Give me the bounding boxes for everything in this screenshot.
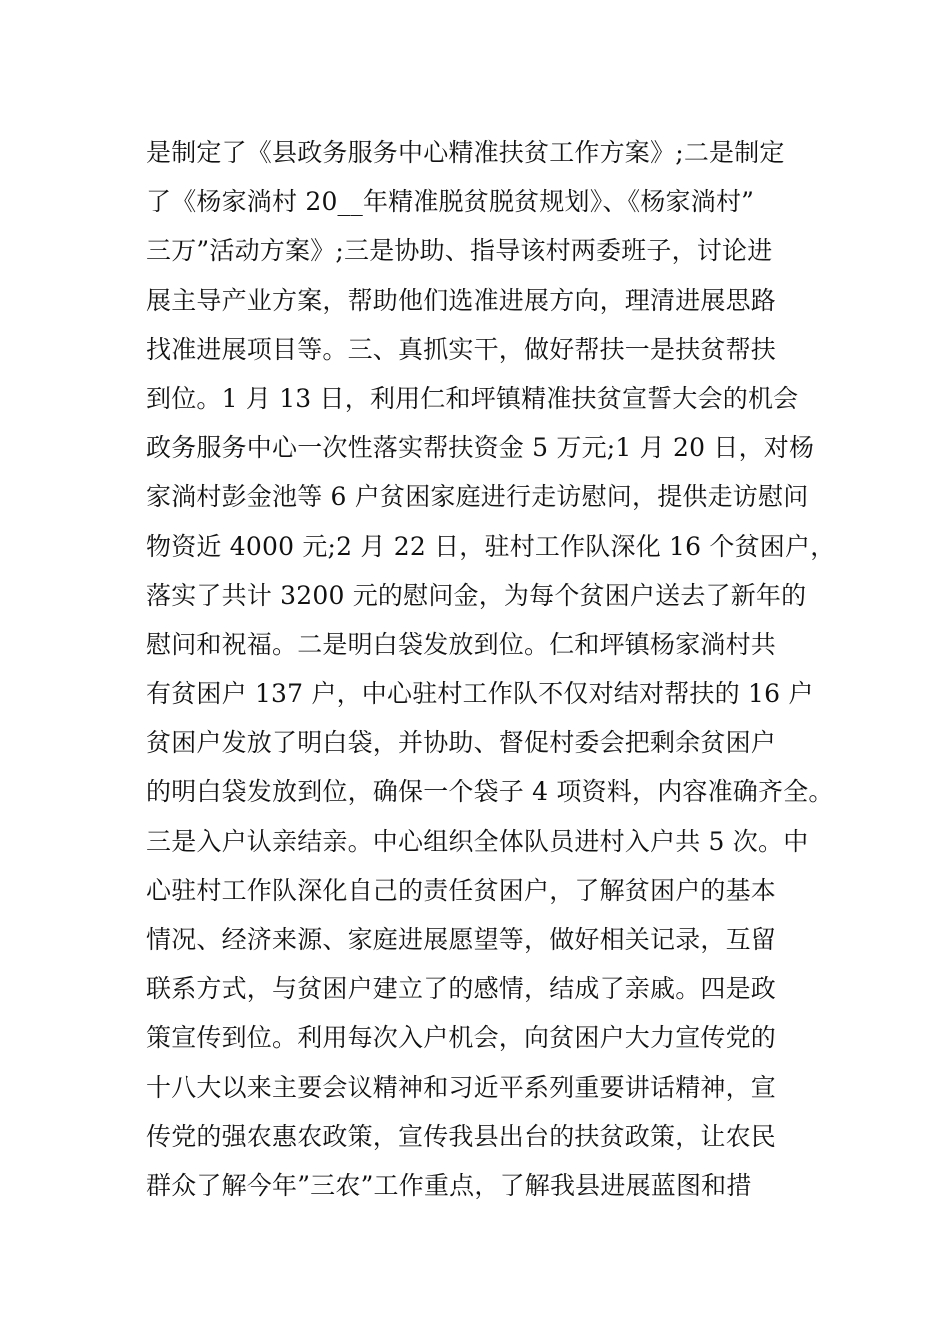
text-line-8: 家淌村彭金池等 6 户贫困家庭进行走访慰问，提供走访慰问 <box>146 482 809 512</box>
text-line-1: 是制定了《县政务服务中心精准扶贫工作方案》;二是制定 <box>146 138 785 167</box>
text-line-7: 政务服务中心一次性落实帮扶资金 5 万元;1 月 20 日，对杨 <box>146 433 815 463</box>
text-line-3: 三万”活动方案》;三是协助、指导该村两委班子，讨论进 <box>146 236 773 266</box>
body-text <box>146 128 846 1210</box>
text-line-5: 找准进展项目等。三、真抓实干，做好帮扶一是扶贫帮扶 <box>146 334 777 364</box>
text-line-4: 展主导产业方案，帮助他们选准进展方向，理清进展思路 <box>146 285 777 315</box>
text-line-10: 落实了共计 3200 元的慰问金，为每个贫困户送去了新年的 <box>146 580 807 610</box>
text-line-20: 十八大以来主要会议精神和习近平系列重要讲话精神，宣 <box>146 1072 777 1102</box>
text-line-19: 策宣传到位。利用每次入户机会，向贫困户大力宣传党的 <box>146 1023 777 1053</box>
text-line-17: 情况、经济来源、家庭进展愿望等，做好相关记录，互留 <box>146 925 777 954</box>
text-line-16: 心驻村工作队深化自己的责任贫困户，了解贫困户的基本 <box>146 875 777 905</box>
text-line-2: 了《杨家淌村 20__年精准脱贫脱贫规划》、《杨家淌村” <box>146 187 755 217</box>
text-line-22: 群众了解今年”三农”工作重点，了解我县进展蓝图和措 <box>146 1170 752 1200</box>
text-line-11: 慰问和祝福。二是明白袋发放到位。仁和坪镇杨家淌村共 <box>146 629 777 659</box>
text-line-18: 联系方式，与贫困户建立了的感情，结成了亲戚。四是政 <box>146 974 777 1004</box>
text-line-21: 传党的强农惠农政策，宣传我县出台的扶贫政策，让农民 <box>146 1121 777 1151</box>
text-line-12: 有贫困户 137 户，中心驻村工作队不仅对结对帮扶的 16 户 <box>146 679 814 709</box>
text-line-9: 物资近 4000 元;2 月 22 日，驻村工作队深化 16 个贫困户， <box>146 531 836 561</box>
text-line-6: 到位。1 月 13 日，利用仁和坪镇精准扶贫宣誓大会的机会 <box>146 383 799 413</box>
text-line-15: 三是入户认亲结亲。中心组织全体队员进村入户共 5 次。中 <box>146 826 809 856</box>
text-line-13: 贫困户发放了明白袋，并协助、督促村委会把剩余贫困户 <box>146 728 777 758</box>
text-line-14: 的明白袋发放到位，确保一个袋子 4 项资料，内容准确齐全。 <box>146 777 834 807</box>
